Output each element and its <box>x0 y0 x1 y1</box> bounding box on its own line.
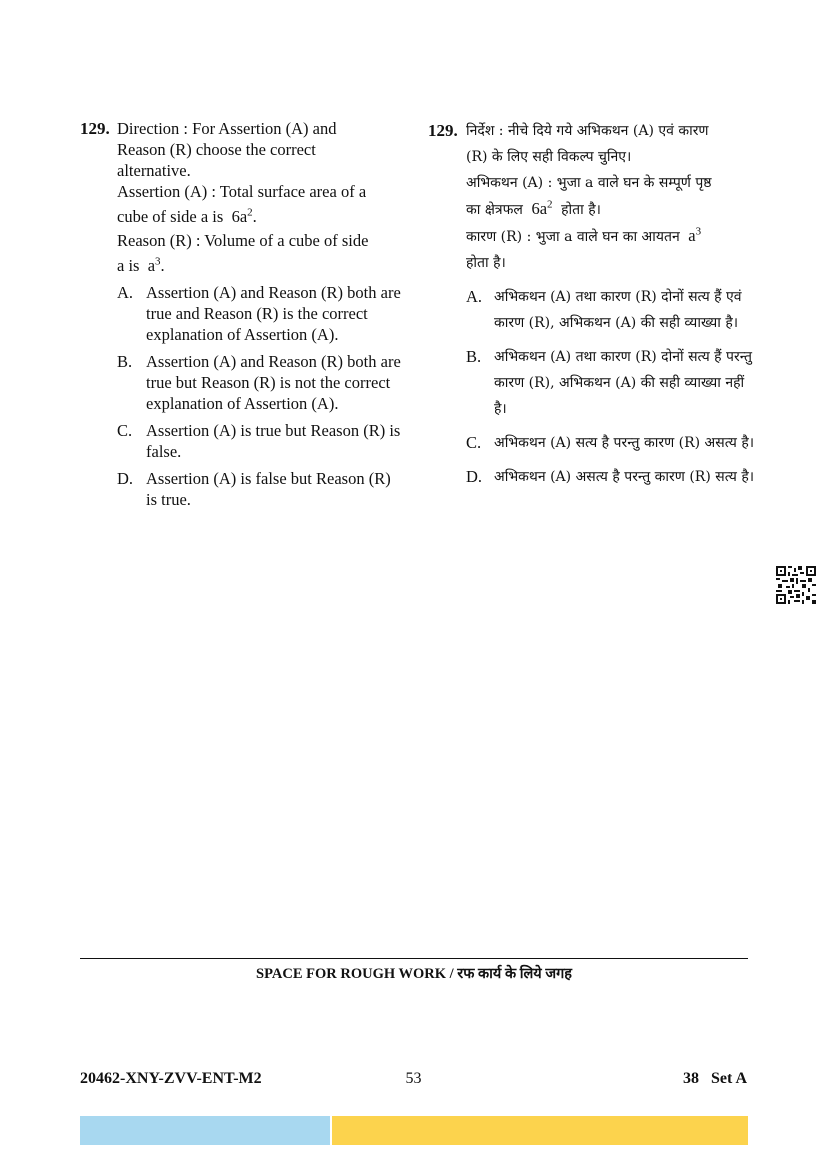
options-list-hindi <box>466 284 758 490</box>
rough-work-label: SPACE FOR ROUGH WORK / रफ कार्य के लिये जगह <box>256 966 572 982</box>
stem-line: निर्देश : नीचे दिये गये अभिकथन (A) एवं कारण <box>466 123 709 139</box>
option-c[interactable] <box>466 430 758 456</box>
option-text: Assertion (A) is true but Reason (R) is false. <box>146 421 401 461</box>
assertion-continued <box>117 206 405 227</box>
option-letter: D. <box>117 469 134 488</box>
question-stem <box>117 118 405 276</box>
option-letter: B. <box>466 347 482 366</box>
options-list-english <box>117 282 405 510</box>
question-hindi <box>428 118 758 498</box>
footer-bar-yellow <box>332 1116 748 1145</box>
reason-math: $a^3$ <box>688 225 702 245</box>
reason-continued <box>117 255 405 276</box>
stem-line: Reason (R) choose the correct <box>117 140 316 159</box>
option-text: Assertion (A) and Reason (R) both are true and Reason (R) is the correct explanation of Assertion (A). <box>146 283 401 344</box>
option-letter: D. <box>466 467 483 486</box>
option-text: अभिकथन (A) असत्य है परन्तु कारण (R) सत्य है। <box>494 469 755 485</box>
stem-line: Direction : For Assertion (A) and <box>117 119 337 138</box>
option-letter: C. <box>466 433 482 452</box>
option-letter: C. <box>117 421 133 440</box>
reason-line: Reason (R) : Volume of a cube of side <box>117 231 369 250</box>
option-b[interactable] <box>466 344 758 422</box>
question-english <box>80 118 405 516</box>
assertion-math: $6a^2$. <box>231 206 257 226</box>
page-number: 53 <box>405 1070 422 1087</box>
assertion-line: Assertion (A) : Total surface area of a <box>117 182 367 201</box>
reason-continued: होता है। <box>466 255 506 271</box>
option-a[interactable] <box>466 284 758 336</box>
question-number: 129. <box>80 119 110 138</box>
assertion-tail: cube of side a is <box>117 207 224 226</box>
option-letter: A. <box>466 287 483 306</box>
option-text: अभिकथन (A) तथा कारण (R) दोनों सत्य हैं एवं कारण (R), अभिकथन (A) की सही व्याख्या है। <box>494 289 742 331</box>
qr-code-icon <box>776 566 816 604</box>
set-label: 38 Set A <box>683 1070 747 1087</box>
option-d[interactable] <box>117 468 405 510</box>
option-b[interactable] <box>117 351 405 414</box>
footer-bar-blue <box>80 1116 330 1145</box>
option-letter: A. <box>117 283 134 302</box>
option-c[interactable] <box>117 420 405 462</box>
option-text: अभिकथन (A) सत्य है परन्तु कारण (R) असत्य है। <box>494 435 755 451</box>
assertion-line: अभिकथन (A) : भुजा a वाले घन के सम्पूर्ण पृष्ठ <box>466 175 712 191</box>
reason-math: $a^3$. <box>147 255 165 275</box>
question-stem <box>466 118 758 276</box>
assertion-continued: का क्षेत्रफल $6a^2$ होता है। <box>466 198 601 218</box>
reason-line: कारण (R) : भुजा a वाले घन का आयतन $a^3$ <box>466 225 702 245</box>
stem-line: alternative. <box>117 161 191 180</box>
stem-line: (R) के लिए सही विकल्प चुनिए। <box>466 149 632 165</box>
option-letter: B. <box>117 352 133 371</box>
option-text: Assertion (A) and Reason (R) both are true but Reason (R) is not the correct explanation of Assertion (A). <box>146 352 401 413</box>
option-text: Assertion (A) is false but Reason (R) is true. <box>146 469 391 509</box>
option-d[interactable] <box>466 464 758 490</box>
option-text: अभिकथन (A) तथा कारण (R) दोनों सत्य हैं परन्तु कारण (R), अभिकथन (A) की सही व्याख्या नहीं है। <box>494 349 753 417</box>
paper-code: 20462-XNY-ZVV-ENT-M2 <box>80 1070 262 1087</box>
assertion-math: $6a^2$ <box>531 198 553 218</box>
reason-tail: a is <box>117 256 140 275</box>
rough-work-divider <box>80 958 748 959</box>
option-a[interactable] <box>117 282 405 345</box>
question-number: 129. <box>428 121 458 140</box>
